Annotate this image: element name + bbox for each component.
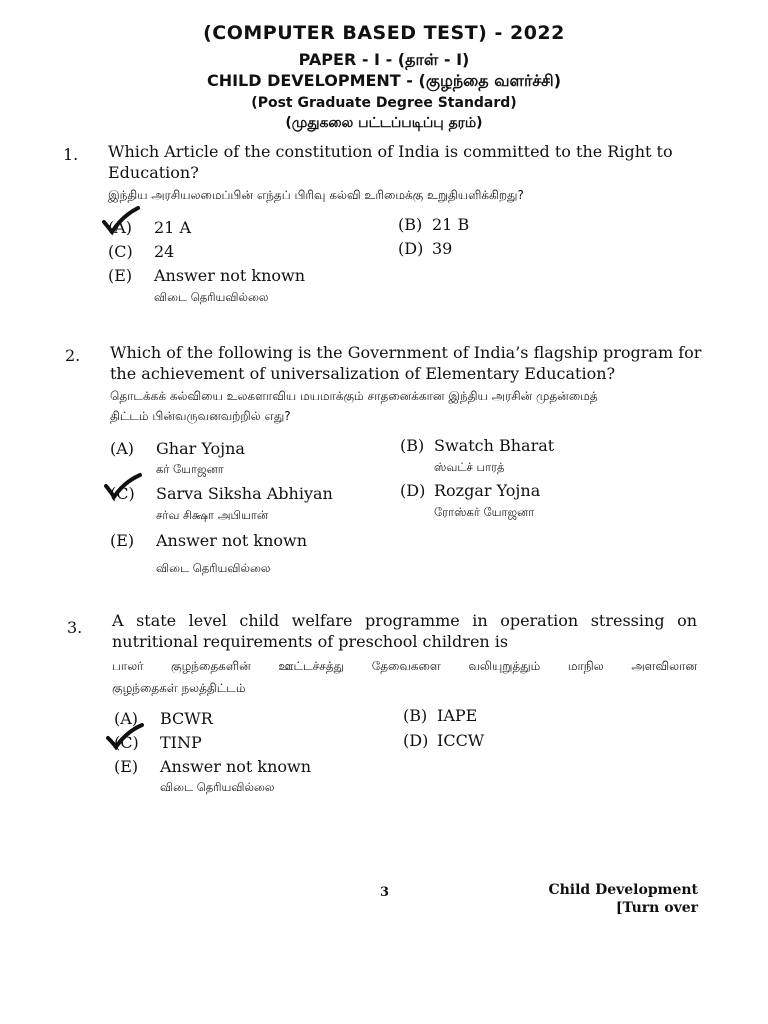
page-number: 3 <box>380 885 390 900</box>
question-text: Which Article of the constitution of India is committed to the Right to Education? <box>108 142 673 182</box>
option-e-tamil: விடை தெரியவில்லை <box>156 561 271 575</box>
option-text: IAPE <box>437 706 478 725</box>
question-text-line2: nutritional requirements of preschool children is <box>112 632 509 651</box>
option-c <box>114 733 202 752</box>
option-d <box>400 481 540 500</box>
option-text: TINP <box>160 733 202 752</box>
option-a <box>108 218 191 237</box>
option-b <box>403 706 477 725</box>
question-tamil-line1: தொடக்கக் கல்வியை உலகளாவிய மயமாக்கும் சாதனைக்கான இந்திய அரசின் முதன்மைத் <box>110 389 598 403</box>
option-c <box>108 242 174 261</box>
option-letter: (B) <box>400 436 425 455</box>
question-number: 3. <box>67 618 83 637</box>
option-letter: (A) <box>108 218 133 237</box>
option-letter: (D) <box>403 731 429 750</box>
question-text-line1: A state level child welfare programme in operation stressing on <box>112 611 697 630</box>
option-letter: (E) <box>108 266 133 285</box>
option-d <box>403 731 484 750</box>
option-letter: (A) <box>110 439 135 458</box>
option-text: ICCW <box>437 731 485 750</box>
option-letter: (A) <box>114 709 139 728</box>
option-letter: (D) <box>398 239 424 258</box>
option-letter: (C) <box>114 733 139 752</box>
question-text-line2: the achievement of universalization of Elementary Education? <box>110 364 616 383</box>
option-text: Rozgar Yojna <box>434 481 541 500</box>
option-letter: (C) <box>110 484 135 503</box>
paper-title: PAPER - I - (தாள் - I) <box>298 50 470 69</box>
option-b <box>398 215 469 234</box>
option-text: BCWR <box>160 709 213 728</box>
option-e-tamil: விடை தெரியவில்லை <box>160 780 275 794</box>
option-letter: (D) <box>400 481 426 500</box>
question-tamil-line2: குழந்தைகள் நலத்திட்டம் <box>112 681 246 695</box>
option-letter: (E) <box>110 531 135 550</box>
option-text: 24 <box>154 242 175 261</box>
option-text: Ghar Yojna <box>156 439 245 458</box>
option-e-tamil: விடை தெரியவில்லை <box>154 290 269 304</box>
footer-subject: Child Development <box>548 882 698 898</box>
option-letter: (C) <box>108 242 133 261</box>
option-d <box>398 239 452 258</box>
footer-turn-over: [Turn over <box>615 900 698 916</box>
option-letter: (E) <box>114 757 139 776</box>
option-c <box>110 484 333 503</box>
option-text: Swatch Bharat <box>434 436 555 455</box>
option-c-tamil: சர்வ சிக்ஷா அபியான் <box>156 508 268 522</box>
question-text-tamil: இந்திய அரசியலமைப்பின் எந்தப் பிரிவு கல்வி உரிமைக்கு உறுதியளிக்கிறது? <box>108 188 524 202</box>
question-tamil-line1: பாலர் குழந்தைகளின் ஊட்டச்சத்து தேவைகளை வலியுறுத்தும் மாநில அளவிலான <box>112 659 697 673</box>
option-letter: (B) <box>403 706 428 725</box>
option-b <box>400 436 554 455</box>
option-text: 21 B <box>432 215 470 234</box>
standard-label-tamil: (முதுகலை பட்டப்படிப்பு தரம்) <box>285 115 483 131</box>
question-tamil-line2: திட்டம் பின்வருவனவற்றில் எது? <box>110 409 291 423</box>
question-text-line1: Which of the following is the Government of India’s flagship program for <box>110 343 702 362</box>
option-text: Answer not known <box>160 757 312 776</box>
option-a-tamil: கர் யோஜனா <box>156 462 224 476</box>
option-a <box>110 439 245 458</box>
subject-title: CHILD DEVELOPMENT - (குழந்தை வளர்ச்சி) <box>206 71 562 90</box>
option-text: 39 <box>432 239 453 258</box>
exam-title: (COMPUTER BASED TEST) - 2022 <box>203 22 565 44</box>
standard-label: (Post Graduate Degree Standard) <box>251 95 517 111</box>
option-b-tamil: ஸ்வட்ச் பாரத் <box>434 460 505 474</box>
option-text: Answer not known <box>156 531 308 550</box>
option-text: Sarva Siksha Abhiyan <box>156 484 333 503</box>
option-text: Answer not known <box>154 266 306 285</box>
option-d-tamil: ரோஸ்கர் யோஜனா <box>434 505 535 519</box>
option-e <box>108 266 305 285</box>
question-number: 1. <box>63 145 79 164</box>
option-e <box>110 531 307 550</box>
option-text: 21 A <box>154 218 191 237</box>
option-e <box>114 757 311 776</box>
option-letter: (B) <box>398 215 423 234</box>
question-number: 2. <box>65 346 81 365</box>
